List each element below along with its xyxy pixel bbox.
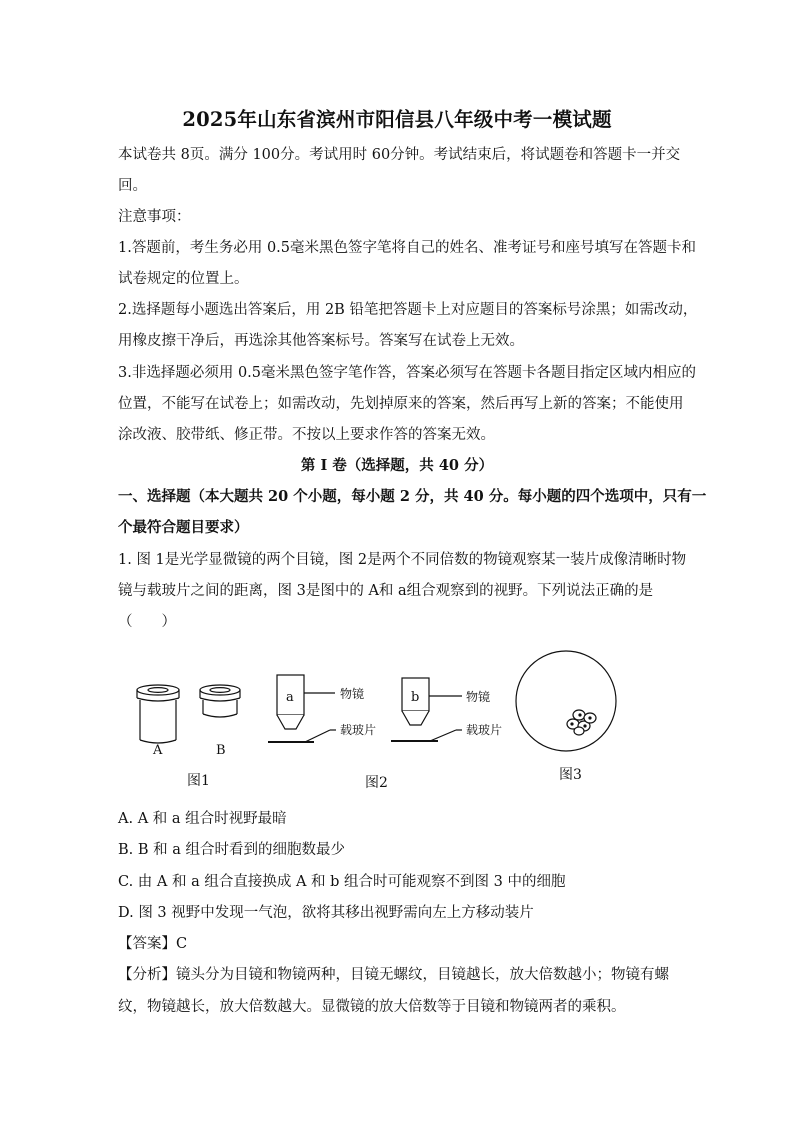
eyepiece-b-icon <box>200 685 240 717</box>
microscope-figure <box>0 645 794 815</box>
field-of-view-icon <box>516 651 616 751</box>
answer-line: 【答案】C <box>118 936 188 952</box>
eyepiece-a-icon <box>137 685 179 743</box>
section-title-line-2: 个最符合题目要求） <box>118 519 249 536</box>
analysis-line-1: 【分析】镜头分为目镜和物镜两种，目镜无螺纹，目镜越长，放大倍数越小；物镜有螺 <box>118 967 669 983</box>
objective-a-icon <box>268 675 336 742</box>
option-a: A. A 和 a 组合时视野最暗 <box>118 811 287 827</box>
note-2-line-2: 用橡皮擦干净后，再选涂其他答案标号。答案写在试卷上无效。 <box>118 333 524 349</box>
lens-b-label: B <box>216 743 226 758</box>
note-2-line-1: 2.选择题每小题选出答案后，用 2B 铅笔把答题卡上对应题目的答案标号涂黑；如需改动， <box>118 302 698 318</box>
intro-line-1: 本试卷共 8页。满分 100分。考试用时 60分钟。考试结束后，将试题卷和答题卡一并交 <box>118 147 681 163</box>
option-c: C. 由 A 和 a 组合直接换成 A 和 b 组合时可能观察不到图 3 中的细胞 <box>118 874 566 890</box>
objective-b-letter: b <box>411 690 420 705</box>
notes-heading: 注意事项： <box>118 209 191 225</box>
note-3-line-2: 位置，不能写在试卷上；如需改动，先划掉原来的答案，然后再写上新的答案；不能使用 <box>118 396 684 412</box>
section-title-line-1: 一、选择题（本大题共 20 个小题，每小题 2 分，共 40 分。每小题的四个选项中，只有一 <box>118 488 707 505</box>
figure-3-caption: 图3 <box>559 767 582 783</box>
question-line-2: 镜与载玻片之间的距离，图 3是图中的 A和 a组合观察到的视野。下列说法正确的是 <box>118 583 654 599</box>
option-d: D. 图 3 视野中发现一气泡，欲将其移出视野需向左上方移动装片 <box>118 905 534 921</box>
part-title: 第 I 卷（选择题，共 40 分） <box>300 457 494 474</box>
note-1-line-1: 1.答题前，考生务必用 0.5毫米黑色签字笔将自己的姓名、准考证号和座号填写在答题卡和 <box>118 240 696 256</box>
page-title: 2025年山东省滨州市阳信县八年级中考一模试题 <box>182 108 612 131</box>
option-b: B. B 和 a 组合时看到的细胞数最少 <box>118 842 346 858</box>
figure-1-caption: 图1 <box>187 773 210 789</box>
analysis-line-2: 纹，物镜越长，放大倍数越大。显微镜的放大倍数等于目镜和物镜两者的乘积。 <box>118 999 626 1015</box>
figure-2-caption: 图2 <box>365 775 388 791</box>
intro-line-2: 回。 <box>118 178 147 194</box>
objective-b-icon <box>391 678 462 741</box>
slide-label-1: 载玻片 <box>340 723 377 737</box>
objective-label-2: 物镜 <box>466 690 491 704</box>
lens-a-label: A <box>153 743 163 758</box>
question-line-1: 1. 图 1是光学显微镜的两个目镜，图 2是两个不同倍数的物镜观察某一装片成像清晰时物 <box>118 552 687 568</box>
question-line-3: （ ） <box>118 614 176 630</box>
note-3-line-3: 涂改液、胶带纸、修正带。不按以上要求作答的答案无效。 <box>118 427 495 443</box>
objective-a-letter: a <box>286 690 294 705</box>
objective-label-1: 物镜 <box>340 687 365 701</box>
note-3-line-1: 3.非选择题必须用 0.5毫米黑色签字笔作答，答案必须写在答题卡各题目指定区域内相应的 <box>118 365 696 381</box>
slide-label-2: 载玻片 <box>466 723 503 737</box>
note-1-line-2: 试卷规定的位置上。 <box>118 271 249 287</box>
